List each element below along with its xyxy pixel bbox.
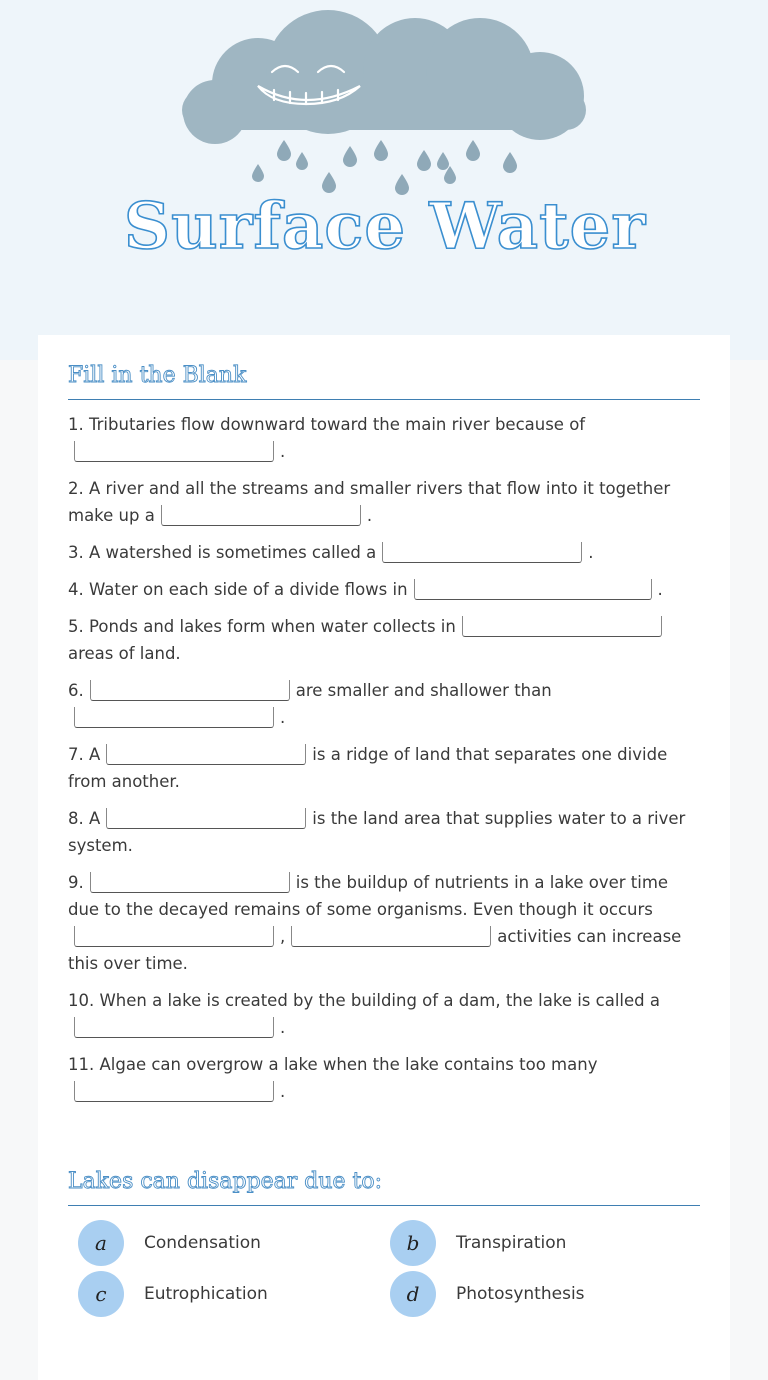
answer-blank-10[interactable] (74, 1017, 274, 1038)
answer-blank-3[interactable] (382, 542, 582, 563)
answer-blank-2[interactable] (161, 505, 361, 526)
question-6: 6. are smaller and shallower than . (68, 681, 552, 727)
choice-option-a[interactable] (68, 1220, 368, 1266)
choice-grid (68, 1220, 700, 1340)
raindrops-icon (252, 140, 517, 195)
answer-blank-9a[interactable] (90, 872, 290, 893)
choice-letter-bubble[interactable]: b (390, 1220, 436, 1266)
choice-label: Transpiration (456, 1233, 567, 1253)
answer-blank-9c[interactable] (291, 926, 491, 947)
answer-blank-6a[interactable] (90, 680, 290, 701)
question-11: 11. Algae can overgrow a lake when the lake contains too many . (68, 1055, 598, 1101)
multiple-choice-heading: Lakes can disappear due to: (68, 1167, 700, 1206)
rain-cloud-icon (182, 10, 586, 144)
choice-option-d[interactable] (380, 1271, 680, 1317)
choice-label: Photosynthesis (456, 1284, 585, 1304)
choice-option-c[interactable] (68, 1271, 368, 1317)
answer-blank-5[interactable] (462, 616, 662, 637)
choice-label: Condensation (144, 1233, 261, 1253)
answer-blank-9b[interactable] (74, 926, 274, 947)
question-5: 5. Ponds and lakes form when water collects in areas of land. (68, 613, 700, 667)
answer-blank-6b[interactable] (74, 707, 274, 728)
worksheet-card (38, 335, 730, 1380)
choice-letter-bubble[interactable]: a (78, 1220, 124, 1266)
choice-letter-bubble[interactable]: c (78, 1271, 124, 1317)
question-2: 2. A river and all the streams and smaller rivers that flow into it together make up a . (68, 479, 671, 525)
answer-blank-1[interactable] (74, 441, 274, 462)
choice-label: Eutrophication (144, 1284, 268, 1304)
answer-blank-4[interactable] (414, 579, 652, 600)
header-illustration (0, 0, 768, 300)
fill-in-blank-heading: Fill in the Blank (68, 361, 700, 400)
question-3: 3. A watershed is sometimes called a . (68, 543, 594, 562)
question-8: 8. A is the land area that supplies water to a river system. (68, 809, 686, 855)
question-1: 1. Tributaries flow downward toward the main river because of . (68, 415, 586, 461)
choice-option-b[interactable] (380, 1220, 680, 1266)
question-10: 10. When a lake is created by the building of a dam, the lake is called a . (68, 991, 660, 1037)
answer-blank-11[interactable] (74, 1081, 274, 1102)
question-list (68, 411, 700, 1115)
page-title: Surface Water (123, 189, 647, 264)
answer-blank-7[interactable] (106, 744, 306, 765)
answer-blank-8[interactable] (106, 808, 306, 829)
question-9: 9. is the buildup of nutrients in a lake over time due to the decayed remains of some organisms. Even though it occurs , activities can increase this over time. (68, 873, 682, 973)
question-4: 4. Water on each side of a divide flows in . (68, 580, 663, 599)
choice-letter-bubble[interactable]: d (390, 1271, 436, 1317)
question-7: 7. A is a ridge of land that separates one divide from another. (68, 745, 668, 791)
